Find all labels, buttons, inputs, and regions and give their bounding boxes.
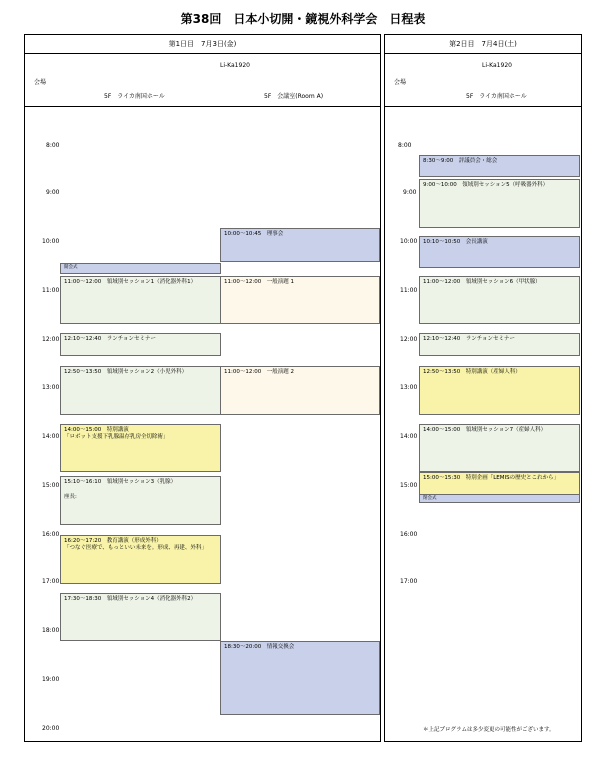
time-label: 12:00 <box>42 336 60 343</box>
event-block: 14:00～15:00 特別講演 「ロボット支援下乳腺温存乳房全切除術」 <box>60 424 221 472</box>
event-block: 12:50～13:50 特別講演（産婦人科） <box>419 366 580 415</box>
day1-venue-label: 会場 <box>34 79 47 86</box>
event-block: 14:00～15:00 領域別セッション7（産婦人科） <box>419 424 580 472</box>
time-label: 17:00 <box>400 578 418 585</box>
time-label: 18:00 <box>42 627 60 634</box>
time-label: 13:00 <box>42 384 60 391</box>
event-block: 閉会式 <box>419 494 580 503</box>
time-label: 16:00 <box>400 531 418 538</box>
time-label: 17:00 <box>42 578 60 585</box>
time-label: 15:00 <box>42 482 60 489</box>
event-block: 11:00～12:00 一般演題 2 <box>220 366 380 415</box>
time-label: 14:00 <box>400 433 418 440</box>
event-block: 10:10～10:50 会長講演 <box>419 236 580 268</box>
day2-header: 第2日目 7月4日(土) <box>385 35 581 54</box>
event-block: 11:00～12:00 領域別セッション1（消化器外科1） <box>60 276 221 324</box>
time-label: 12:00 <box>400 336 418 343</box>
event-block: 17:30～18:30 領域別セッション4（消化器外科2） <box>60 593 221 641</box>
time-label: 19:00 <box>42 676 60 683</box>
event-block: 8:30～9:00 評議員会・総会 <box>419 155 580 177</box>
event-block: 12:50～13:50 領域別セッション2（小児外科） <box>60 366 221 415</box>
time-label: 9:00 <box>46 189 60 196</box>
day1-room1: 5F ライカ南国ホール <box>104 93 165 100</box>
event-block: 11:00～12:00 一般演題 1 <box>220 276 380 324</box>
time-label: 16:00 <box>42 531 60 538</box>
time-label: 20:00 <box>42 725 60 732</box>
page-title: 第38回 日本小切開・鏡視外科学会 日程表 <box>180 12 426 26</box>
day1-building: Li-Ka1920 <box>220 62 250 69</box>
day2-venue-label: 会場 <box>394 79 407 86</box>
event-block: 11:00～12:00 領域別セッション6（甲状腺） <box>419 276 580 324</box>
event-block: 16:20～17:20 教育講演（形成外科） 「つなぐ医療で、もっといい未来を。形成、再建、外科」 <box>60 535 221 584</box>
time-label: 10:00 <box>400 238 418 245</box>
event-block: 開会式 <box>60 263 221 274</box>
time-label: 9:00 <box>403 189 417 196</box>
time-label: 8:00 <box>398 142 412 149</box>
event-block: 18:30～20:00 情報交換会 <box>220 641 380 715</box>
day1-room2: 5F 会議室(Room A) <box>264 93 324 100</box>
event-block: 15:00～15:30 特別企画「LEMISの歴史とこれから」 <box>419 472 580 496</box>
event-block: 15:10～16:10 領域別セッション3（乳腺） 座長: <box>60 476 221 525</box>
time-label: 15:00 <box>400 482 418 489</box>
time-label: 8:00 <box>46 142 60 149</box>
time-label: 11:00 <box>400 287 418 294</box>
time-label: 10:00 <box>42 238 60 245</box>
event-block: 9:00～10:00 領域別セッション5（呼吸器外科） <box>419 179 580 228</box>
time-label: 11:00 <box>42 287 60 294</box>
day2-building: Li-Ka1920 <box>482 62 512 69</box>
time-label: 14:00 <box>42 433 60 440</box>
day1-header: 第1日目 7月3日(金) <box>25 35 380 54</box>
time-label: 13:00 <box>400 384 418 391</box>
event-block: 10:00～10:45 理事会 <box>220 228 380 262</box>
event-block: 12:10～12:40 ランチョンセミナー <box>60 333 221 356</box>
day1-header-divider <box>24 106 381 107</box>
event-block: 12:10～12:40 ランチョンセミナー <box>419 333 580 356</box>
day2-room1: 5F ライカ南国ホール <box>466 93 527 100</box>
footnote: ＊上記プログラムは多少変更の可能性がございます。 <box>423 727 555 733</box>
day2-header-divider <box>384 106 582 107</box>
